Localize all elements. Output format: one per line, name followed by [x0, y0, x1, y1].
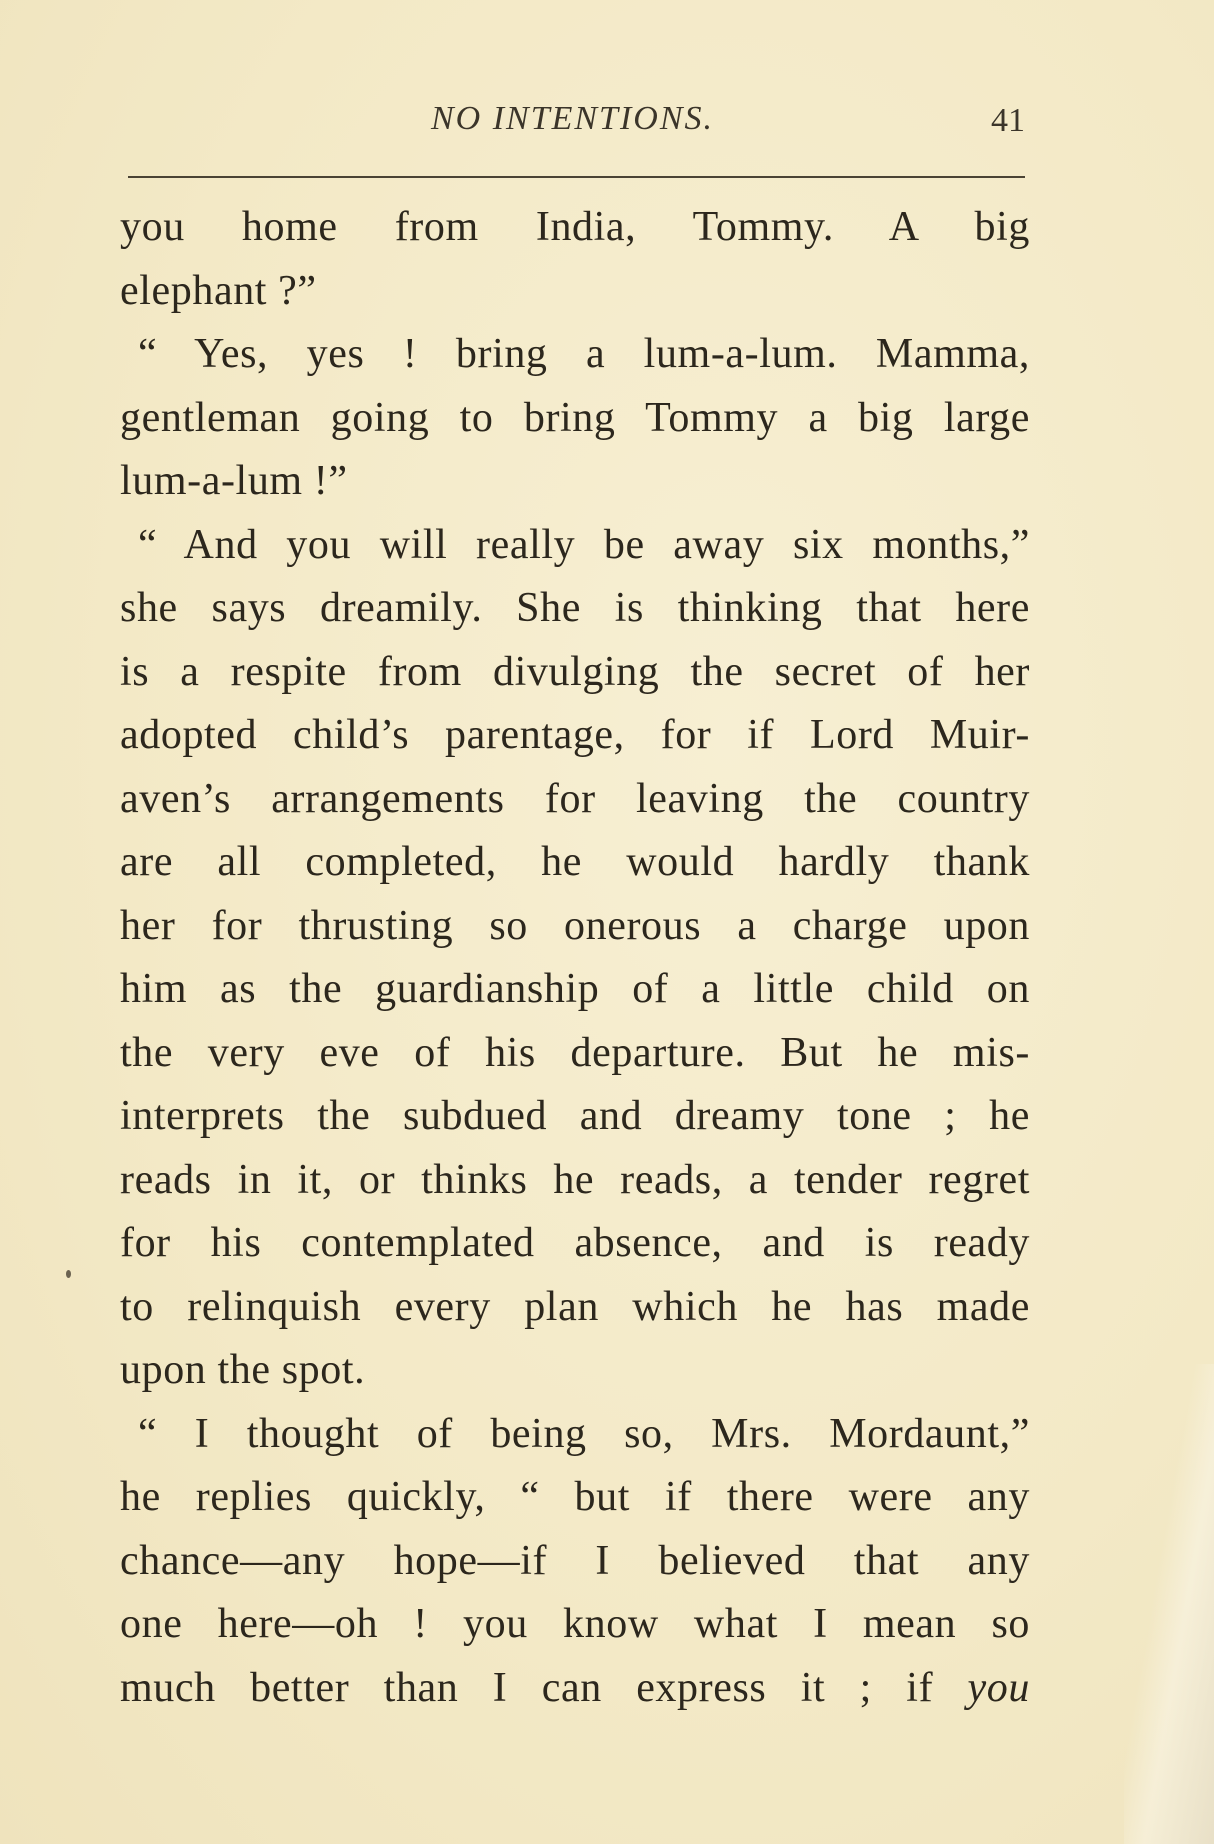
text-line: interprets the subdued and dreamy tone ; he — [120, 1093, 1030, 1139]
text-line: she says dreamily. She is thinking that here — [120, 585, 1030, 631]
text-line: chance—any hope—if I believed that any — [120, 1537, 1030, 1584]
text-line: the very eve of his departure. But he mis- — [120, 1029, 1030, 1076]
text-line: lum-a-lum !” — [120, 458, 348, 504]
paper-speck — [66, 1270, 71, 1278]
text-line: upon the spot. — [120, 1347, 366, 1393]
body-text — [120, 196, 1030, 1720]
page-header — [120, 100, 1025, 150]
text-line: “ Yes, yes ! bring a lum-a-lum. Mamma, — [138, 331, 1030, 377]
text-line: elephant ?” — [120, 267, 317, 314]
running-title: NO INTENTIONS. — [430, 100, 715, 137]
text-line: aven’s arrangements for leaving the country — [120, 775, 1030, 822]
text-line: reads in it, or thinks he reads, a tender regret — [120, 1156, 1030, 1203]
text-line: you home from India, Tommy. A big — [120, 204, 1030, 250]
text-line: him as the guardianship of a little child on — [120, 966, 1030, 1012]
text-line: to relinquish every plan which he has made — [120, 1283, 1030, 1330]
text-line-final-main: much better than I can express it ; if — [120, 1664, 934, 1711]
text-line: he replies quickly, “ but if there were any — [120, 1474, 1030, 1520]
text-line: are all completed, he would hardly thank — [120, 839, 1030, 885]
text-line: gentleman going to bring Tommy a big large — [120, 394, 1030, 441]
text-line: is a respite from divulging the secret of her — [120, 648, 1030, 695]
text-line: “ And you will really be away six months,” — [138, 521, 1030, 568]
text-line-final — [120, 1657, 1030, 1721]
text-line: adopted child’s parentage, for if Lord Muir- — [120, 712, 1030, 758]
text-line: “ I thought of being so, Mrs. Mordaunt,” — [138, 1410, 1030, 1457]
header-rule — [128, 176, 1025, 178]
italic-word: you — [967, 1664, 1030, 1711]
text-line: her for thrusting so onerous a charge upon — [120, 902, 1030, 949]
text-line: for his contemplated absence, and is ready — [120, 1220, 1030, 1266]
page-number: 41 — [991, 102, 1025, 139]
page-edge-shading — [1124, 1364, 1214, 1844]
text-line: one here—oh ! you know what I mean so — [120, 1601, 1030, 1647]
